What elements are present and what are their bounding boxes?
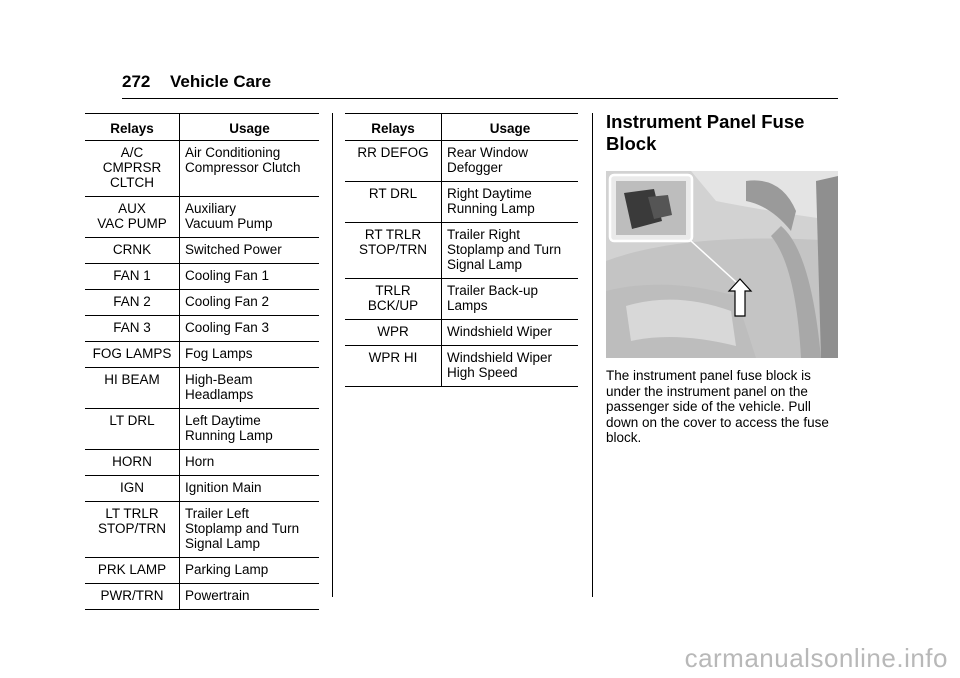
- table-row: [85, 141, 319, 197]
- relay-cell: TRLR BCK/UP: [345, 279, 442, 320]
- table-row: [85, 342, 319, 368]
- section-name: Vehicle Care: [170, 72, 272, 91]
- relay-cell: WPR: [345, 320, 442, 346]
- usage-cell: Parking Lamp: [180, 558, 320, 584]
- relay-table-right: [345, 113, 578, 387]
- col-header-relays: Relays: [345, 114, 442, 141]
- usage-cell: Auxiliary Vacuum Pump: [180, 197, 320, 238]
- relay-cell: RT DRL: [345, 182, 442, 223]
- relay-cell: IGN: [85, 476, 180, 502]
- header-rule: [122, 98, 838, 99]
- table-row: [85, 450, 319, 476]
- col-header-usage: Usage: [180, 114, 320, 141]
- relay-cell: AUX VAC PUMP: [85, 197, 180, 238]
- relay-table-left: [85, 113, 319, 610]
- usage-cell: Cooling Fan 1: [180, 264, 320, 290]
- relay-cell: FAN 3: [85, 316, 180, 342]
- column-divider-2: [592, 113, 593, 597]
- table-row: [85, 290, 319, 316]
- page-header: [122, 72, 271, 92]
- table-row: [85, 264, 319, 290]
- usage-cell: Windshield Wiper: [442, 320, 579, 346]
- relay-cell: HORN: [85, 450, 180, 476]
- table-row: [345, 141, 578, 182]
- table-row: [85, 197, 319, 238]
- column-divider-1: [332, 113, 333, 597]
- table-row: [345, 320, 578, 346]
- page-number: 272: [122, 72, 151, 91]
- table-row: [85, 238, 319, 264]
- relay-cell: FAN 2: [85, 290, 180, 316]
- table-row: [345, 346, 578, 387]
- table-row: [85, 558, 319, 584]
- usage-cell: Trailer Back-up Lamps: [442, 279, 579, 320]
- relay-cell: A/C CMPRSR CLTCH: [85, 141, 180, 197]
- usage-cell: Right Daytime Running Lamp: [442, 182, 579, 223]
- usage-cell: Switched Power: [180, 238, 320, 264]
- usage-cell: Horn: [180, 450, 320, 476]
- relay-cell: RT TRLR STOP/TRN: [345, 223, 442, 279]
- col-header-relays: Relays: [85, 114, 180, 141]
- table-row: [85, 502, 319, 558]
- relay-cell: PRK LAMP: [85, 558, 180, 584]
- table-row: [345, 279, 578, 320]
- relay-cell: HI BEAM: [85, 368, 180, 409]
- watermark: carmanualsonline.info: [684, 643, 948, 673]
- fuse-block-location-photo: [606, 171, 838, 358]
- usage-cell: Left Daytime Running Lamp: [180, 409, 320, 450]
- usage-cell: Air Conditioning Compressor Clutch: [180, 141, 320, 197]
- table-row: [85, 476, 319, 502]
- relay-cell: WPR HI: [345, 346, 442, 387]
- table-row: [85, 316, 319, 342]
- usage-cell: Trailer Left Stoplamp and Turn Signal Lamp: [180, 502, 320, 558]
- relay-cell: CRNK: [85, 238, 180, 264]
- usage-cell: Powertrain: [180, 584, 320, 610]
- usage-cell: Cooling Fan 3: [180, 316, 320, 342]
- usage-cell: Trailer Right Stoplamp and Turn Signal Lamp: [442, 223, 579, 279]
- usage-cell: Fog Lamps: [180, 342, 320, 368]
- relay-cell: PWR/TRN: [85, 584, 180, 610]
- usage-cell: Cooling Fan 2: [180, 290, 320, 316]
- table-row: [85, 409, 319, 450]
- table-row: [85, 584, 319, 610]
- table-row: [345, 182, 578, 223]
- table-row: [345, 223, 578, 279]
- section-body: The instrument panel fuse block is under the instrument panel on the passenger side of the vehicle. Pull down on the cover to access the fuse block.: [606, 368, 829, 445]
- relay-cell: FOG LAMPS: [85, 342, 180, 368]
- usage-cell: Windshield Wiper High Speed: [442, 346, 579, 387]
- relay-cell: LT DRL: [85, 409, 180, 450]
- table-row: [85, 368, 319, 409]
- relay-cell: FAN 1: [85, 264, 180, 290]
- col-header-usage: Usage: [442, 114, 579, 141]
- usage-cell: Ignition Main: [180, 476, 320, 502]
- usage-cell: Rear Window Defogger: [442, 141, 579, 182]
- relay-cell: RR DEFOG: [345, 141, 442, 182]
- usage-cell: High-Beam Headlamps: [180, 368, 320, 409]
- section-title: Instrument Panel Fuse Block: [606, 111, 805, 154]
- relay-cell: LT TRLR STOP/TRN: [85, 502, 180, 558]
